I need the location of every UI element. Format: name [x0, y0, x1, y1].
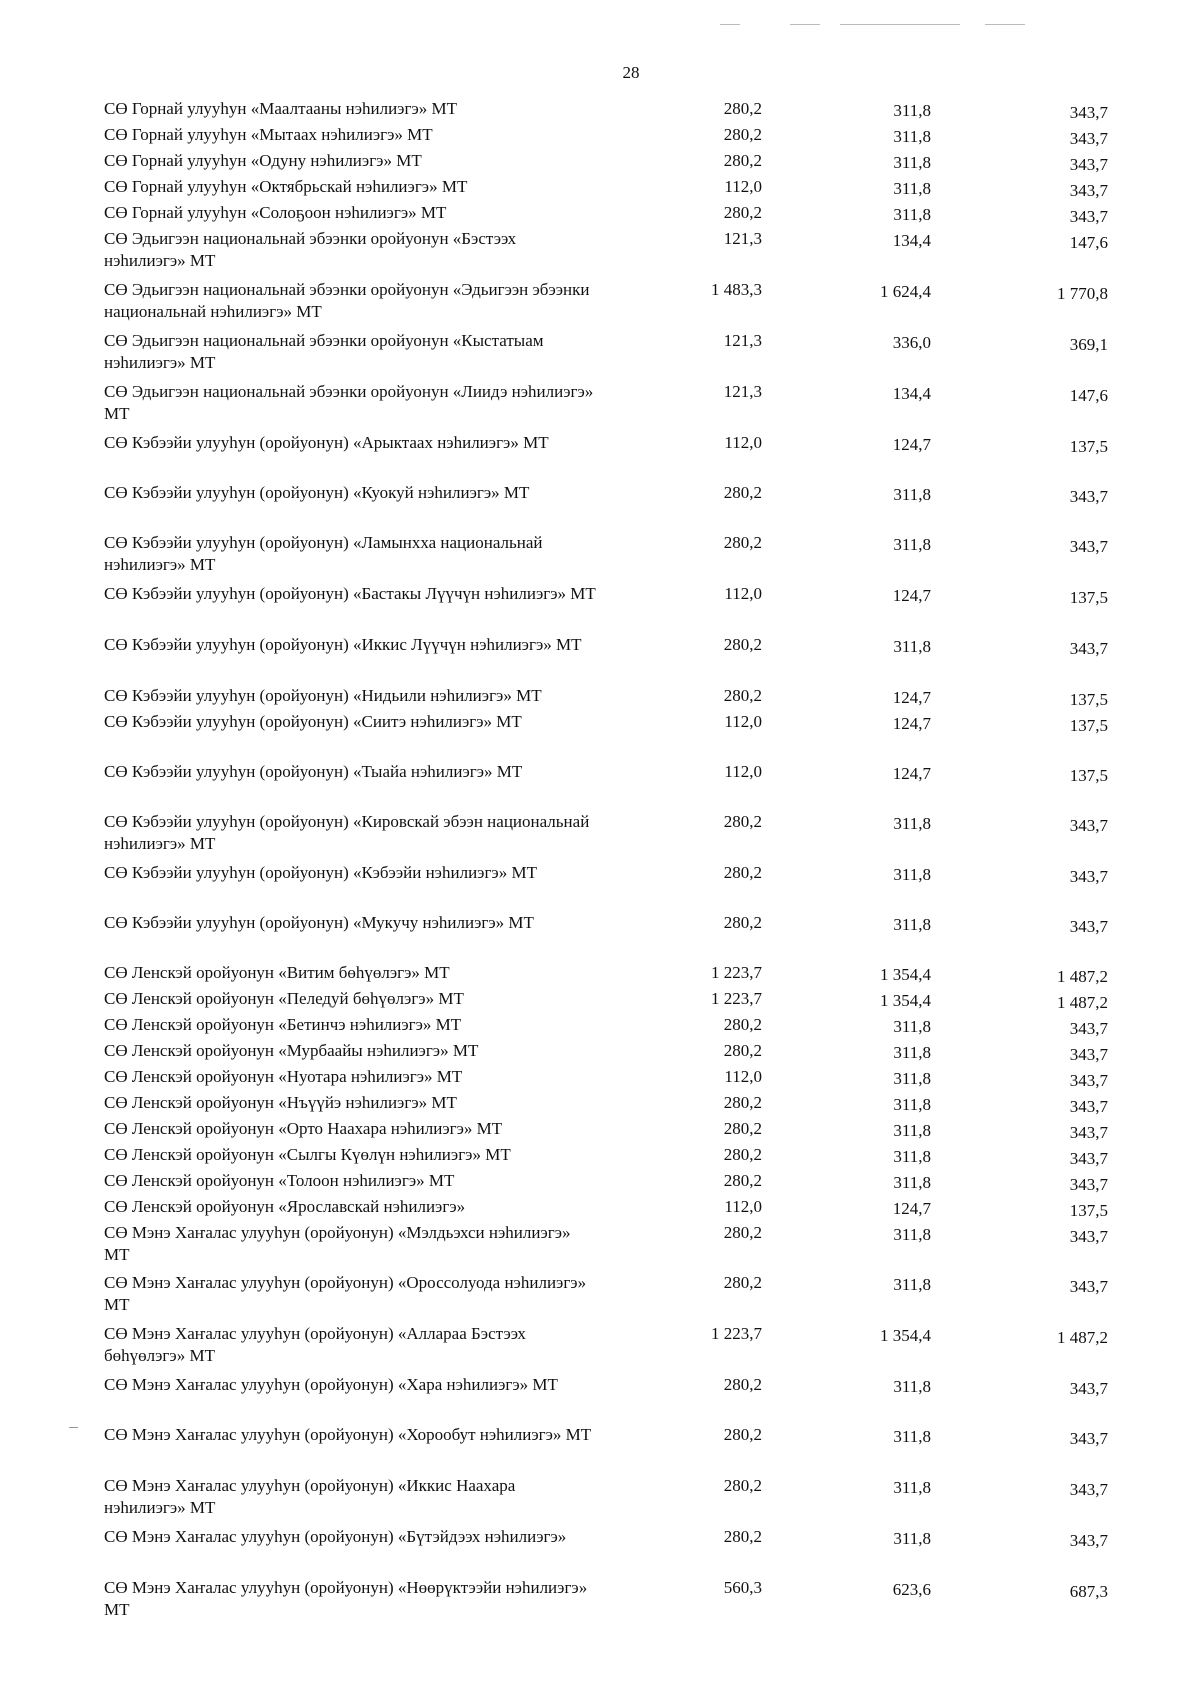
municipality-name: СӨ Эдьигээн национальнай эбээнки оройуонун «Эдьигээн эбээнки национальнай нэһилиэгэ» МТ	[104, 280, 590, 321]
value-year-2: 311,8	[893, 1147, 931, 1166]
value-year-1: 1 223,7	[711, 989, 762, 1008]
value-year-3: 343,7	[1069, 1149, 1108, 1168]
value-year-1: 280,2	[723, 1171, 762, 1190]
value-year-1: 280,2	[723, 686, 762, 705]
value-year-1: 112,0	[724, 1067, 762, 1086]
value-year-3: 137,5	[1069, 690, 1108, 709]
page-number: 28	[622, 63, 640, 82]
value-year-3: 1 487,2	[1057, 993, 1108, 1012]
value-year-1: 280,2	[723, 99, 762, 118]
municipality-name: СӨ Ленскэй оройуонун «Нъүүйэ нэһилиэгэ» МТ	[104, 1093, 457, 1112]
value-year-2: 124,7	[892, 714, 931, 733]
municipality-name: СӨ Мэнэ Хаҥалас улууһун (оройуонун) «Хара нэһилиэгэ» МТ	[104, 1375, 558, 1394]
municipality-name: СӨ Мэнэ Хаҥалас улууһун (оройуонун) «Хорообут нэһилиэгэ» МТ	[104, 1425, 592, 1444]
municipality-name: СӨ Эдьигээн национальнай эбээнки оройуонун «Кыстатыам нэһилиэгэ» МТ	[104, 331, 544, 372]
value-year-2: 1 354,4	[880, 965, 931, 984]
value-year-2: 311,8	[893, 1173, 931, 1192]
value-year-2: 311,8	[893, 1427, 931, 1446]
value-year-1: 280,2	[723, 1476, 762, 1495]
municipality-name: СӨ Ленскэй оройуонун «Ярославскай нэһилиэгэ»	[104, 1197, 466, 1216]
value-year-1: 280,2	[723, 1093, 762, 1112]
municipality-name: СӨ Ленскэй оройуонун «Бетинчэ нэһилиэгэ» МТ	[104, 1015, 462, 1034]
scan-artifact	[985, 24, 1025, 25]
value-year-2: 1 354,4	[880, 1326, 931, 1345]
value-year-3: 343,7	[1069, 103, 1108, 122]
value-year-1: 112,0	[724, 762, 762, 781]
municipality-name: СӨ Кэбээйи улууһун (оройуонун) «Мукучу нэһилиэгэ» МТ	[104, 913, 534, 932]
municipality-name: СӨ Ленскэй оройуонун «Нуотара нэһилиэгэ» МТ	[104, 1067, 463, 1086]
value-year-3: 343,7	[1069, 816, 1108, 835]
value-year-3: 343,7	[1069, 867, 1108, 886]
value-year-3: 343,7	[1069, 1429, 1108, 1448]
municipality-name: СӨ Кэбээйи улууһун (оройуонун) «Арыктаах нэһилиэгэ» МТ	[104, 433, 549, 452]
value-year-3: 343,7	[1069, 487, 1108, 506]
municipality-name: СӨ Горнай улууһун «Маалтааны нэһилиэгэ» МТ	[104, 99, 457, 118]
value-year-1: 1 223,7	[711, 1324, 762, 1343]
value-year-3: 1 487,2	[1057, 967, 1108, 986]
value-year-1: 280,2	[723, 1425, 762, 1444]
value-year-3: 343,7	[1069, 1175, 1108, 1194]
municipality-name: СӨ Мэнэ Хаҥалас улууһун (оройуонун) «Бүтэйдээх нэһилиэгэ»	[104, 1527, 567, 1546]
value-year-2: 311,8	[893, 865, 931, 884]
municipality-name: СӨ Мэнэ Хаҥалас улууһун (оройуонун) «Аллараа Бэстээх бөһүөлэгэ» МТ	[104, 1324, 526, 1365]
value-year-1: 112,0	[724, 1197, 762, 1216]
value-year-3: 147,6	[1069, 233, 1108, 252]
value-year-3: 343,7	[1069, 1227, 1108, 1246]
value-year-3: 137,5	[1069, 1201, 1108, 1220]
municipality-name: СӨ Эдьигээн национальнай эбээнки оройуонун «Бэстээх нэһилиэгэ» МТ	[104, 229, 517, 270]
municipality-name: СӨ Мэнэ Хаҥалас улууһун (оройуонун) «Иккис Наахара нэһилиэгэ» МТ	[104, 1476, 516, 1517]
value-year-1: 280,2	[723, 812, 762, 831]
value-year-1: 112,0	[724, 584, 762, 603]
municipality-name: СӨ Эдьигээн национальнай эбээнки оройуонун «Лиидэ нэһилиэгэ» МТ	[104, 382, 594, 423]
value-year-3: 1 487,2	[1057, 1328, 1108, 1347]
value-year-3: 137,5	[1069, 588, 1108, 607]
value-year-3: 1 770,8	[1057, 284, 1108, 303]
value-year-3: 137,5	[1069, 437, 1108, 456]
municipality-name: СӨ Кэбээйи улууһун (оройуонун) «Нидьили нэһилиэгэ» МТ	[104, 686, 542, 705]
value-year-1: 280,2	[723, 1223, 762, 1242]
municipality-name: СӨ Горнай улууһун «Одуну нэһилиэгэ» МТ	[104, 151, 422, 170]
value-year-3: 343,7	[1069, 537, 1108, 556]
scan-artifact	[840, 24, 960, 25]
value-year-1: 121,3	[723, 229, 762, 248]
value-year-3: 137,5	[1069, 766, 1108, 785]
value-year-1: 280,2	[723, 483, 762, 502]
value-year-1: 280,2	[723, 151, 762, 170]
value-year-2: 623,6	[892, 1580, 931, 1599]
value-year-1: 1 223,7	[711, 963, 762, 982]
municipality-name: СӨ Кэбээйи улууһун (оройуонун) «Бастакы Лүүчүн нэһилиэгэ» МТ	[104, 584, 596, 603]
value-year-3: 343,7	[1069, 181, 1108, 200]
municipality-name: СӨ Мэнэ Хаҥалас улууһун (оройуонун) «Мэлдьэхси нэһилиэгэ» МТ	[104, 1223, 571, 1264]
value-year-2: 1 354,4	[880, 991, 931, 1010]
municipality-name: СӨ Ленскэй оройуонун «Мурбаайы нэһилиэгэ» МТ	[104, 1041, 479, 1060]
value-year-1: 560,3	[723, 1578, 762, 1597]
municipality-name: СӨ Кэбээйи улууһун (оройуонун) «Куокуй нэһилиэгэ» МТ	[104, 483, 530, 502]
scan-artifact	[790, 24, 820, 25]
value-year-2: 124,7	[892, 688, 931, 707]
value-year-1: 280,2	[723, 1527, 762, 1546]
value-year-2: 124,7	[892, 435, 931, 454]
value-year-1: 121,3	[723, 331, 762, 350]
value-year-3: 369,1	[1069, 335, 1108, 354]
value-year-1: 112,0	[724, 433, 762, 452]
municipality-name: СӨ Мэнэ Хаҥалас улууһун (оройуонун) «Оросcолуода нэһилиэгэ» МТ	[104, 1273, 587, 1314]
value-year-1: 280,2	[723, 1119, 762, 1138]
value-year-3: 343,7	[1069, 1123, 1108, 1142]
municipality-name: СӨ Мэнэ Хаҥалас улууһун (оройуонун) «Нөөрүктээйи нэһилиэгэ» МТ	[104, 1578, 588, 1619]
value-year-2: 134,4	[892, 384, 931, 403]
value-year-3: 343,7	[1069, 1379, 1108, 1398]
value-year-2: 311,8	[893, 179, 931, 198]
value-year-2: 311,8	[893, 637, 931, 656]
value-year-2: 311,8	[893, 1225, 931, 1244]
value-year-1: 280,2	[723, 533, 762, 552]
value-year-2: 311,8	[893, 1017, 931, 1036]
value-year-2: 311,8	[893, 1377, 931, 1396]
value-year-2: 311,8	[893, 485, 931, 504]
value-year-1: 280,2	[723, 1145, 762, 1164]
value-year-2: 311,8	[893, 1069, 931, 1088]
value-year-2: 311,8	[893, 814, 931, 833]
value-year-1: 1 483,3	[711, 280, 762, 299]
municipality-name: СӨ Ленскэй оройуонун «Витим бөһүөлэгэ» МТ	[104, 963, 450, 982]
municipality-name: СӨ Кэбээйи улууһун (оройуонун) «Сиитэ нэһилиэгэ» МТ	[104, 712, 522, 731]
value-year-1: 112,0	[724, 177, 762, 196]
value-year-2: 311,8	[893, 1529, 931, 1548]
municipality-name: СӨ Ленскэй оройуонун «Пеледуй бөһүөлэгэ» МТ	[104, 989, 464, 1008]
value-year-1: 121,3	[723, 382, 762, 401]
value-year-1: 280,2	[723, 863, 762, 882]
municipality-name: СӨ Кэбээйи улууһун (оройуонун) «Тыайа нэһилиэгэ» МТ	[104, 762, 523, 781]
value-year-1: 280,2	[723, 1015, 762, 1034]
municipality-name: СӨ Ленскэй оройуонун «Орто Наахара нэһилиэгэ» МТ	[104, 1119, 503, 1138]
value-year-3: 343,7	[1069, 155, 1108, 174]
value-year-2: 311,8	[893, 1121, 931, 1140]
value-year-1: 280,2	[723, 203, 762, 222]
value-year-1: 280,2	[723, 125, 762, 144]
value-year-2: 311,8	[893, 101, 931, 120]
value-year-3: 147,6	[1069, 386, 1108, 405]
value-year-2: 311,8	[893, 1095, 931, 1114]
value-year-2: 311,8	[893, 535, 931, 554]
value-year-2: 124,7	[892, 586, 931, 605]
value-year-2: 124,7	[892, 764, 931, 783]
value-year-2: 311,8	[893, 1478, 931, 1497]
municipality-name: СӨ Кэбээйи улууһун (оройуонун) «Иккис Лүүчүн нэһилиэгэ» МТ	[104, 635, 582, 654]
value-year-3: 343,7	[1069, 1531, 1108, 1550]
municipality-name: СӨ Кэбээйи улууһун (оройуонун) «Ламынхха национальнай нэһилиэгэ» МТ	[104, 533, 543, 574]
value-year-1: 280,2	[723, 635, 762, 654]
value-year-2: 311,8	[893, 205, 931, 224]
municipality-name: СӨ Кэбээйи улууһун (оройуонун) «Кировскай эбээн национальнай нэһилиэгэ» МТ	[104, 812, 590, 853]
value-year-3: 343,7	[1069, 1019, 1108, 1038]
municipality-name: СӨ Горнай улууһун «Солоҕоон нэһилиэгэ» МТ	[104, 203, 447, 222]
municipality-name: СӨ Ленскэй оройуонун «Толоон нэһилиэгэ» МТ	[104, 1171, 455, 1190]
municipality-name: СӨ Горнай улууһун «Мытаах нэһилиэгэ» МТ	[104, 125, 433, 144]
value-year-3: 343,7	[1069, 1071, 1108, 1090]
municipality-name: СӨ Кэбээйи улууһун (оройуонун) «Кэбээйи нэһилиэгэ» МТ	[104, 863, 537, 882]
value-year-1: 280,2	[723, 1273, 762, 1292]
value-year-3: 343,7	[1069, 1045, 1108, 1064]
value-year-3: 343,7	[1069, 1277, 1108, 1296]
value-year-2: 1 624,4	[880, 282, 931, 301]
value-year-2: 336,0	[892, 333, 931, 352]
value-year-2: 124,7	[892, 1199, 931, 1218]
value-year-2: 311,8	[893, 1275, 931, 1294]
scan-artifact	[720, 24, 740, 25]
value-year-3: 343,7	[1069, 207, 1108, 226]
value-year-2: 311,8	[893, 153, 931, 172]
value-year-3: 343,7	[1069, 129, 1108, 148]
value-year-1: 280,2	[723, 1041, 762, 1060]
municipality-name: СӨ Горнай улууһун «Октябрьскай нэһилиэгэ» МТ	[104, 177, 468, 196]
value-year-3: 343,7	[1069, 1480, 1108, 1499]
value-year-2: 311,8	[893, 915, 931, 934]
value-year-2: 311,8	[893, 1043, 931, 1062]
value-year-1: 112,0	[724, 712, 762, 731]
value-year-3: 687,3	[1069, 1582, 1108, 1601]
scan-artifact	[69, 1427, 78, 1428]
value-year-2: 134,4	[892, 231, 931, 250]
value-year-2: 311,8	[893, 127, 931, 146]
value-year-1: 280,2	[723, 1375, 762, 1394]
value-year-3: 343,7	[1069, 1097, 1108, 1116]
value-year-3: 343,7	[1069, 639, 1108, 658]
value-year-3: 343,7	[1069, 917, 1108, 936]
municipality-name: СӨ Ленскэй оройуонун «Сылгы Күөлүн нэһилиэгэ» МТ	[104, 1145, 511, 1164]
value-year-1: 280,2	[723, 913, 762, 932]
value-year-3: 137,5	[1069, 716, 1108, 735]
